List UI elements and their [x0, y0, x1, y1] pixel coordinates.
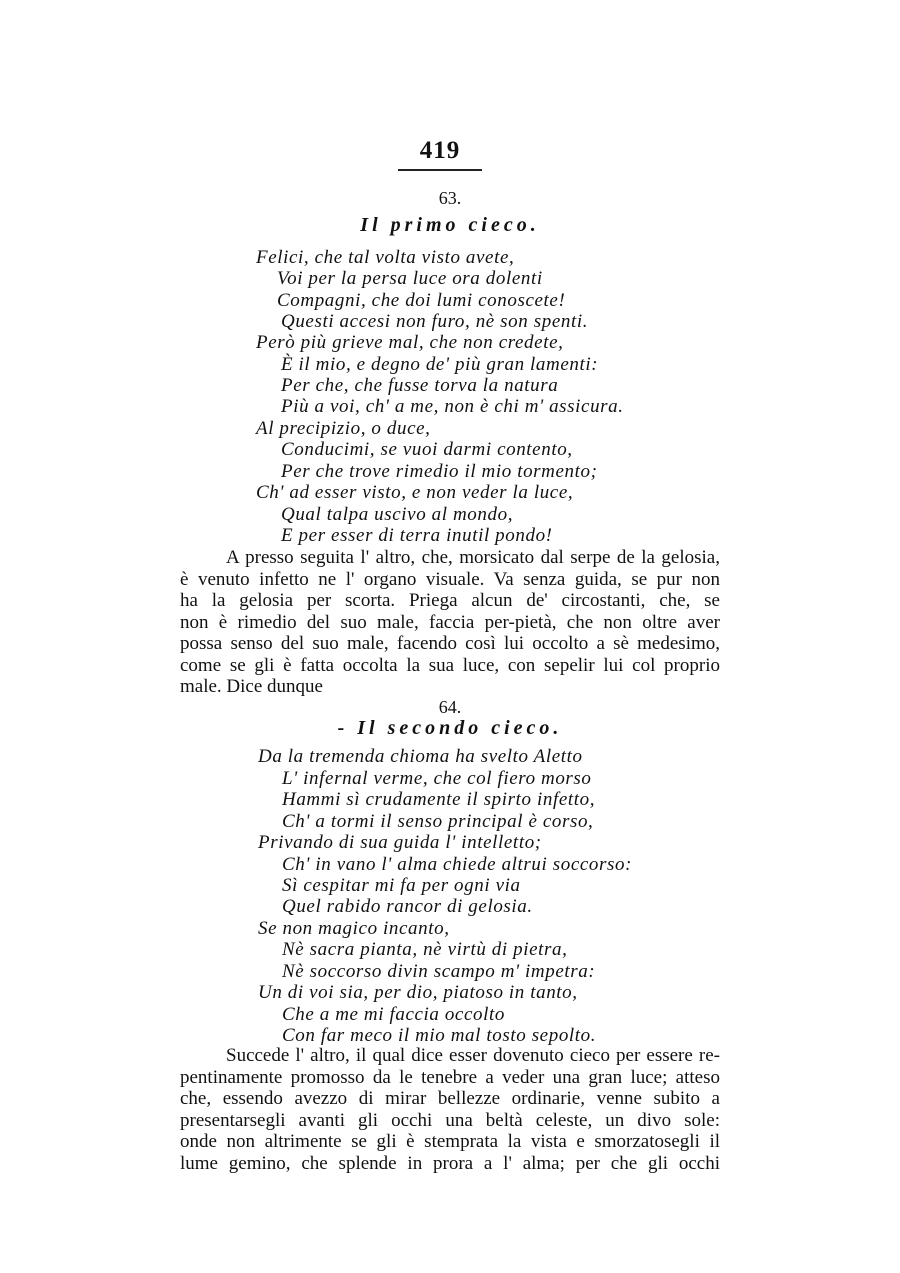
section-title-63: Il primo cieco. — [360, 214, 540, 236]
prose-line: onde non altrimente se gli è stemprata la vista e smorzatosegli il — [180, 1131, 720, 1152]
verse-line: L' infernal verme, che col fiero morso — [282, 768, 592, 789]
verse-line: Più a voi, ch' a me, non è chi m' assicura. — [281, 396, 624, 417]
verse-line: Qual talpa uscivo al mondo, — [281, 504, 514, 525]
verse-line: Per che, che fusse torva la natura — [281, 375, 559, 396]
verse-line: Ch' a tormi il senso principal è corso, — [282, 811, 594, 832]
header-rule — [398, 169, 482, 171]
verse-line: Felici, che tal volta visto avete, — [256, 247, 515, 268]
commentary-63 — [180, 547, 720, 698]
verse-line: Ch' ad esser visto, e non veder la luce, — [256, 482, 574, 503]
prose-line: è venuto infetto ne l' organo visuale. Va senza guida, se pur non — [180, 568, 720, 590]
section-number-63: 63. — [438, 188, 462, 208]
prose-line: non è rimedio del suo male, faccia per-pietà, che non oltre aver — [180, 611, 720, 633]
prose-line: male. Dice dunque — [180, 676, 323, 697]
verse-line: Se non magico incanto, — [258, 918, 450, 939]
prose-line: Succede l' altro, il qual dice esser dovenuto cieco per essere re- — [226, 1045, 720, 1066]
section-number-64: 64. — [438, 697, 462, 717]
verse-line: È il mio, e degno de' più gran lamenti: — [281, 354, 599, 375]
verse-line: Hammi sì crudamente il spirto infetto, — [282, 789, 596, 810]
prose-line: lume gemino, che splende in prora a l' alma; per che gli occhi — [180, 1152, 720, 1174]
prose-line: A presso seguita l' altro, che, morsicato dal serpe de la gelosia, — [226, 547, 720, 568]
verse-line: Con far meco il mio mal tosto sepolto. — [282, 1025, 597, 1046]
verse-line: Sì cespitar mi fa per ogni via — [282, 875, 521, 896]
verse-line: E per esser di terra inutil pondo! — [281, 525, 553, 546]
verse-line: Al precipizio, o duce, — [256, 418, 431, 439]
section-title-64: - Il secondo cieco. — [337, 717, 563, 739]
verse-line: Quel rabido rancor di gelosia. — [282, 896, 533, 917]
prose-line: come se gli è fatta occolta la sua luce, con sepelir lui col proprio — [180, 654, 720, 676]
verse-line: Ch' in vano l' alma chiede altrui soccorso: — [282, 854, 633, 875]
verse-line: Voi per la persa luce ora dolenti — [277, 268, 543, 289]
verse-line: Nè soccorso divin scampo m' impetra: — [282, 961, 596, 982]
verse-line: Privando di sua guida l' intelletto; — [258, 832, 542, 853]
commentary-64 — [180, 1045, 720, 1174]
verse-line: Da la tremenda chioma ha svelto Aletto — [258, 746, 583, 767]
verse-line: Questi accesi non furo, nè son spenti. — [281, 311, 589, 332]
prose-line: pentinamente promosso da le tenebre a veder una gran luce; atteso — [180, 1066, 720, 1088]
verse-line: Però più grieve mal, che non credete, — [256, 332, 564, 353]
prose-line: ha la gelosia per scorta. Priega alcun de' circostanti, che, se — [180, 590, 720, 611]
verse-line: Nè sacra pianta, nè virtù di pietra, — [282, 939, 568, 960]
prose-line: presentarsegli avanti gli occhi una beltà celeste, un divo sole: — [180, 1109, 720, 1131]
verse-line: Conducimi, se vuoi darmi contento, — [281, 439, 573, 460]
prose-line: possa senso del suo male, facendo così lui occolto a sè medesimo, — [180, 633, 720, 654]
verse-line: Un di voi sia, per dio, piatoso in tanto, — [258, 982, 578, 1003]
page-number: 419 — [419, 137, 461, 164]
prose-line: che, essendo avezzo di mirar bellezze ordinarie, venne subito a — [180, 1088, 720, 1109]
verse-line: Compagni, che doi lumi conoscete! — [277, 290, 566, 311]
verse-line: Per che trove rimedio il mio tormento; — [281, 461, 598, 482]
verse-line: Che a me mi faccia occolto — [282, 1004, 505, 1025]
